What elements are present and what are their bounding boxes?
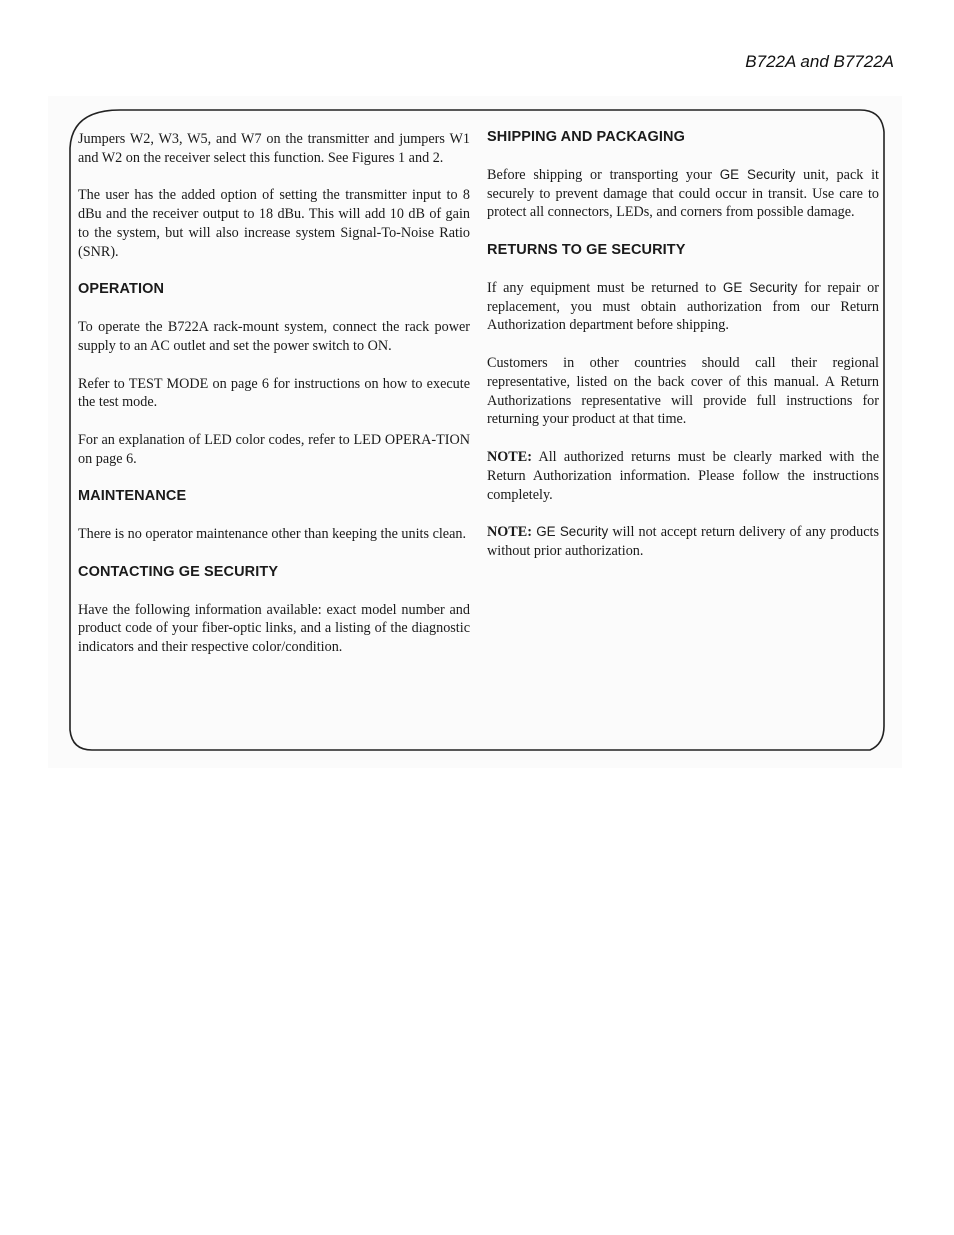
returns-paragraph-1 [487, 279, 879, 335]
running-header-title: B722A and B7722A [745, 52, 894, 71]
returns-text-start: If any equipment must be returned to [487, 279, 723, 296]
maintenance-heading: MAINTENANCE [78, 488, 187, 505]
intro-paragraph-1: Jumpers W2, W3, W5, and W7 on the transmitter and jumpers W1 and W2 on the receiver select this function. See Figures 1 and 2. [78, 131, 470, 166]
intro-paragraph-2: The user has the added option of setting the transmitter input to 8 dBu and the receiver output to 18 dBu. This will add 10 dB of gain to the system, but will also increase system Signal-To-Noise Ratio (SNR). [78, 187, 470, 260]
note-2 [487, 523, 879, 561]
contacting-paragraph: Have the following information available: exact model number and product code of your fiber-optic links, and a listing of the diagnostic indicators and their respective color/condition. [78, 601, 470, 656]
note-1 [487, 448, 879, 504]
operation-heading: OPERATION [78, 281, 165, 298]
operation-paragraph-2: Refer to TEST MODE on page 6 for instructions on how to execute the test mode. [78, 375, 470, 411]
returns-text-end: for repair or replacement, you must obtain authorization from our Return Authorization department before shipping. [487, 279, 879, 334]
shipping-brand: GE Security [719, 166, 796, 182]
shipping-paragraph [487, 166, 879, 222]
returns-paragraph-2: Customers in other countries should call their regional representative, listed on the back cover of this manual. A Return Authorizations representative will provide full instructions for returning your product at that time. [487, 354, 879, 428]
maintenance-paragraph: There is no operator maintenance other than keeping the units clean. [78, 526, 467, 543]
note-1-text: All authorized returns must be clearly marked with the Return Authorization information. Please follow the instructions completely. [487, 448, 879, 503]
note-2-text: will not accept return delivery of any products without prior authorization. [487, 524, 879, 559]
shipping-text-end: unit, pack it securely to prevent damage that could occur in transit. Use care to protect all connectors, LEDs, and corners from possible damage. [487, 166, 879, 221]
contacting-heading: CONTACTING GE SECURITY [78, 563, 279, 580]
returns-brand: GE Security [722, 279, 798, 295]
scanned-page-panel [48, 96, 902, 768]
left-column [78, 130, 470, 676]
note-2-brand: GE Security [531, 524, 609, 540]
note-1-label: NOTE: [487, 448, 532, 465]
shipping-text-start: Before shipping or transporting your [487, 166, 720, 183]
shipping-heading: SHIPPING AND PACKAGING [487, 129, 685, 145]
operation-paragraph-3: For an explanation of LED color codes, refer to LED OPERA-TION on page 6. [78, 431, 470, 467]
note-2-label: NOTE: [487, 524, 532, 541]
right-column [487, 130, 879, 580]
operation-paragraph-1: To operate the B722A rack-mount system, connect the rack power supply to an AC outlet and set the power switch to ON. [78, 319, 470, 354]
returns-heading: RETURNS TO GE SECURITY [487, 241, 686, 258]
